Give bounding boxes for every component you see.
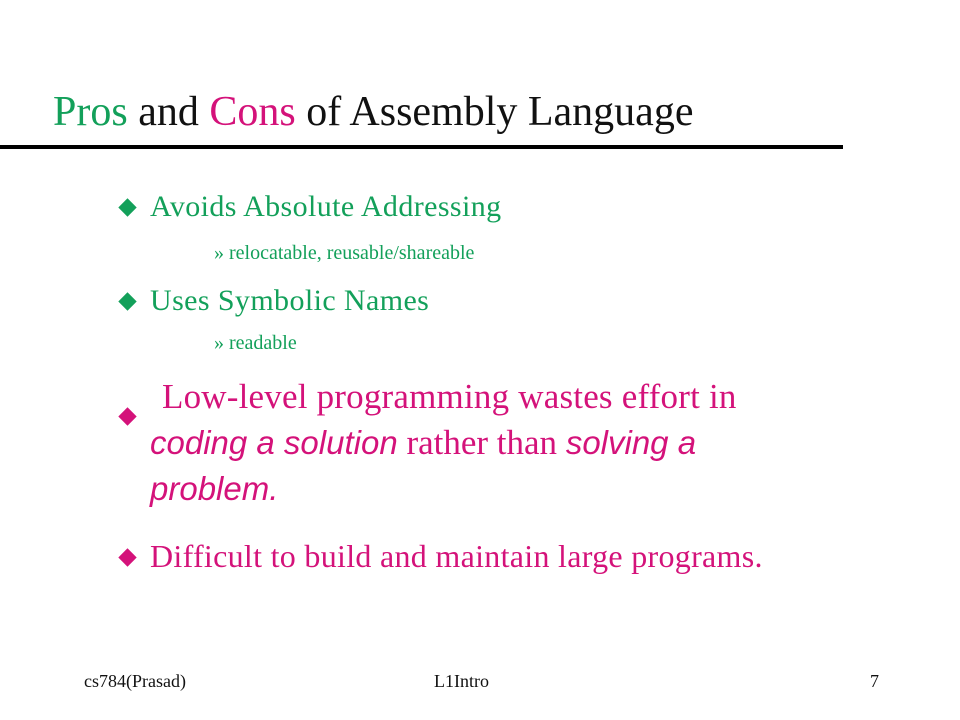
footer-lecture: L1Intro bbox=[434, 671, 489, 691]
emphasis-coding-a-solution: coding a solution bbox=[150, 424, 398, 461]
title-underline bbox=[0, 145, 843, 149]
bullet-low-level-programming bbox=[150, 374, 870, 512]
title-and: and bbox=[127, 89, 210, 135]
bullet-difficult-to-build: Difficult to build and maintain large programs. bbox=[150, 538, 763, 574]
text-rather-than: rather than bbox=[397, 423, 566, 462]
bullet-line-3 bbox=[150, 466, 870, 512]
emphasis-problem: problem. bbox=[150, 470, 279, 507]
bullet-diamond-icon bbox=[118, 548, 136, 566]
title-rest: of Assembly Language bbox=[295, 89, 694, 135]
emphasis-solving-a: solving a bbox=[565, 424, 697, 461]
bullet-diamond-icon bbox=[118, 407, 136, 425]
bullet-line-2 bbox=[150, 420, 870, 466]
sub-bullet-marker: » bbox=[214, 332, 224, 354]
title-pros: Pros bbox=[53, 89, 128, 135]
bullet-diamond-icon bbox=[118, 292, 136, 310]
sub-bullet-readable bbox=[214, 330, 297, 356]
sub-bullet-marker: » bbox=[214, 242, 224, 264]
bullet-uses-symbolic-names: Uses Symbolic Names bbox=[150, 284, 430, 317]
footer-author: cs784(Prasad) bbox=[84, 671, 186, 691]
title-cons: Cons bbox=[209, 89, 296, 135]
sub-bullet-relocatable bbox=[214, 240, 474, 266]
bullet-avoids-absolute-addressing: Avoids Absolute Addressing bbox=[150, 190, 502, 223]
slide-title bbox=[53, 84, 693, 140]
bullet-line-1: Low-level programming wastes effort in bbox=[162, 377, 737, 416]
sub-bullet-text: relocatable, reusable/shareable bbox=[229, 242, 475, 264]
sub-bullet-text: readable bbox=[229, 332, 297, 354]
bullet-diamond-icon bbox=[118, 198, 136, 216]
footer-page-number: 7 bbox=[870, 671, 879, 691]
